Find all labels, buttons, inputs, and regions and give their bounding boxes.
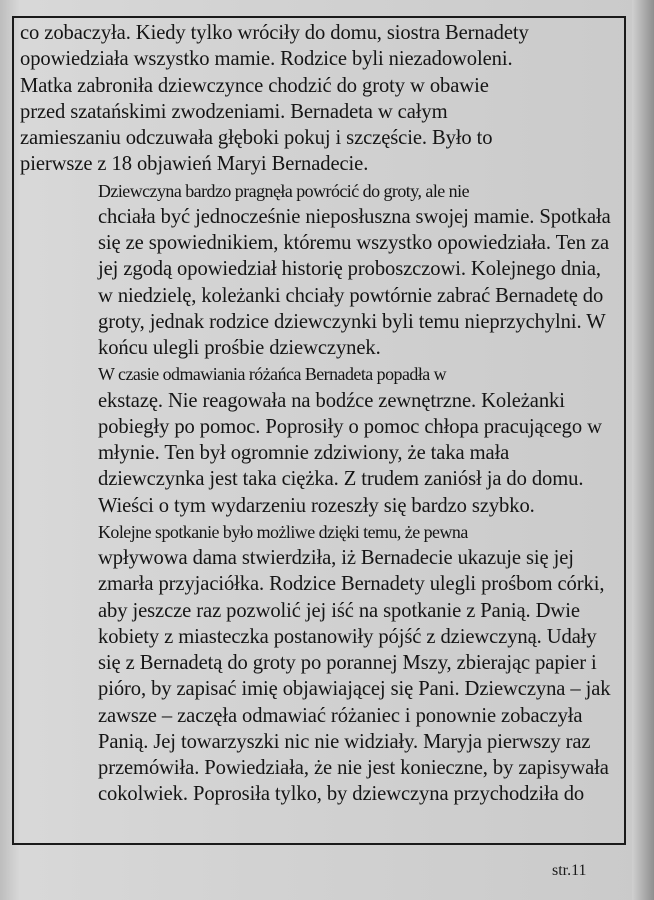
text-line: młynie. Ten był ogromnie zdziwiony, że taka mała [98,442,510,464]
text-line: groty, jednak rodzice dziewczynki byli temu nieprzychylni. W [98,310,606,333]
text-line: się z Bernadetą do groty po porannej Mszy, zbierając papier i [98,652,597,674]
text-line: pióro, by zapisać imię objawiającej się Pani. Dziewczyna – jak [98,678,611,701]
page-edge-shadow [632,0,654,900]
paragraph-1 [20,20,620,178]
text-line: dziewczynka jest taka ciężka. Z trudem zaniósł ja do domu. [98,468,584,491]
text-line: Wieści o tym wydarzeniu rozeszły się bardzo szybko. [98,494,535,517]
text-line: Panią. Jej towarzyszki nic nie widziały. Maryja pierwszy raz [98,730,591,753]
text-line: W czasie odmawiania różańca Bernadeta popadła w [98,364,447,385]
text-line: Matka zabroniła dziewczynce chodzić do groty w obawie [20,74,489,97]
text-line: pobiegły po pomoc. Poprosiły o pomoc chłopa pracującego w [98,415,602,438]
text-line: się ze spowiednikiem, któremu wszystko opowiedziała. Ten za [98,232,609,254]
text-line: w niedzielę, koleżanki chciały powtórnie zabrać Bernadetę do [98,284,604,307]
text-line: jej zgodą opowiedział historię proboszczowi. Kolejnego dnia, [98,258,601,281]
text-line: pierwsze z 18 objawień Maryi Bernadecie. [20,153,369,176]
text-line: cokolwiek. Poprosiła tylko, by dziewczyna przychodziła do [98,783,585,806]
text-line: chciała być jednocześnie nieposłuszna swojej mamie. Spotkała [98,205,611,228]
text-line: zawsze – zaczęła odmawiać różaniec i ponownie zobaczyła [98,704,583,727]
text-line: przed szatańskimi zwodzeniami. Bernadeta w całym [20,100,448,123]
text-line: zmarła przyjaciółka. Rodzice Bernadety ulegli prośbom córki, [98,573,605,596]
text-line: końcu ulegli prośbie dziewczynek. [98,337,381,359]
paragraph-4 [20,519,620,808]
document-body [20,20,620,808]
text-line: opowiedziała wszystko mamie. Rodzice byli niezadowoleni. [20,48,513,71]
paragraph-2 [20,178,620,362]
text-line: Dziewczyna bardzo pragnęła powrócić do groty, ale nie [98,180,470,201]
text-line: zamieszaniu odczuwała głęboki pokuj i szczęście. Było to [20,127,493,149]
text-line: kobiety z miasteczka postanowiły pójść z dziewczyną. Udały [98,625,597,648]
text-line: ekstazę. Nie reagowała na bodźce zewnętrzne. Koleżanki [98,389,565,412]
text-line: przemówiła. Powiedziała, że nie jest konieczne, by zapisywała [98,757,609,779]
text-line: aby jeszcze raz pozwolić jej iść na spotkanie z Panią. Dwie [98,599,580,622]
text-frame [12,16,626,845]
text-line: Kolejne spotkanie było możliwe dzięki temu, że pewna [98,521,468,542]
page-number: str.11 [552,862,587,879]
paragraph-3 [20,361,620,519]
text-line: wpływowa dama stwierdziła, iż Bernadecie ukazuje się jej [98,547,574,569]
text-line: co zobaczyła. Kiedy tylko wróciły do domu, siostra Bernadety [20,22,529,44]
